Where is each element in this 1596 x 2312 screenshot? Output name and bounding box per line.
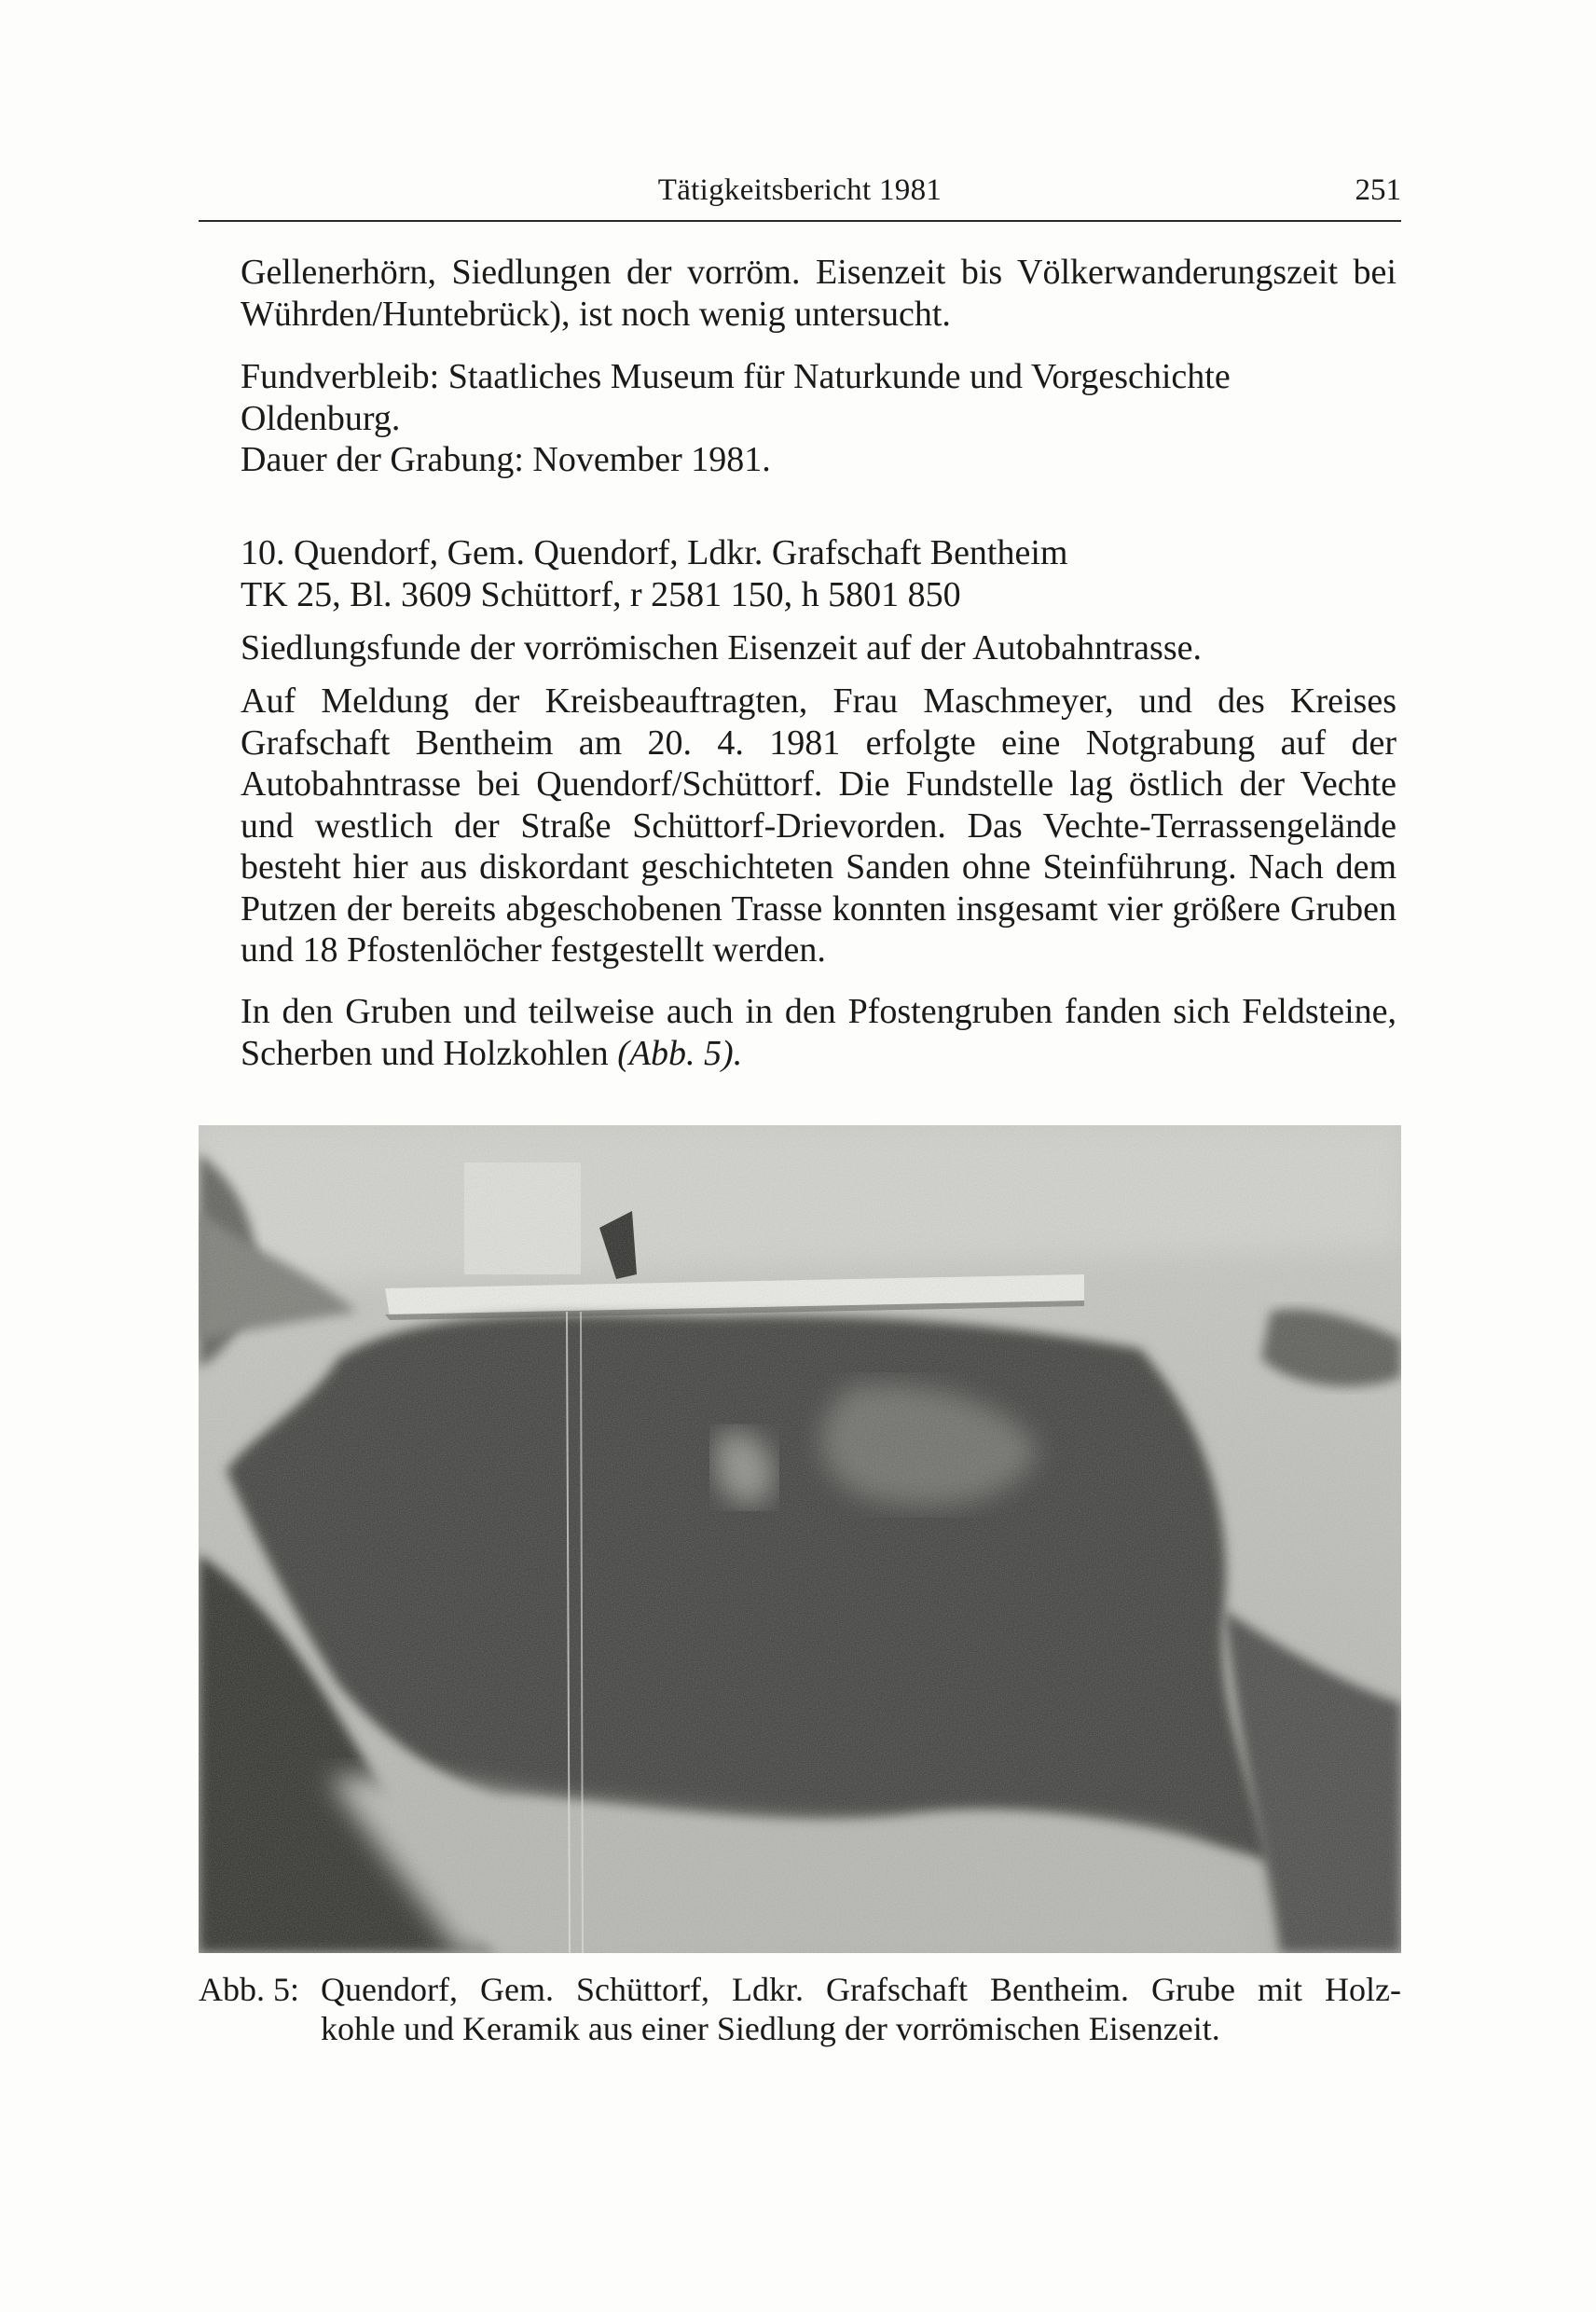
site-heading-coordinates: TK 25, Bl. 3609 Schüttorf, r 2581 150, h 5801 850 bbox=[241, 574, 961, 614]
paragraph-gruben-text: In den Gruben und teilweise auch in den Pfostengruben fanden sich Feldsteine, Scherben und Holzkohlen bbox=[241, 992, 1396, 1073]
figure-caption-label: Abb. 5: bbox=[199, 1971, 299, 2008]
site-heading bbox=[241, 532, 1396, 615]
paragraph-meldung: Auf Meldung der Kreisbeauftragten, Frau Maschmeyer, und des Kreises Grafschaft Bentheim am 20. 4. 1981 erfolgte eine Notgrabung auf der Autobahntrasse bei Quendorf/Schüttorf. Die Fundstelle lag östlich der Vechte und westlich der Straße Schüttorf-Drievorden. Das Vechte-Terrassengelände besteht hier aus diskordant geschichteten Sanden ohne Steinführung. Nach dem Putzen der bereits abgeschobenen Trasse konnten insgesamt vier größere Gruben und 18 Pfostenlöcher festgestellt werden. bbox=[241, 681, 1396, 970]
running-title: Tätigkeitsbericht 1981 bbox=[657, 173, 942, 207]
excavation-photo-image bbox=[199, 1125, 1401, 1953]
figure-caption-line-1: Quendorf, Gem. Schüttorf, Ldkr. Grafschaft Bentheim. Grube mit Holz- bbox=[321, 1971, 1401, 2008]
site-heading-title: 10. Quendorf, Gem. Quendorf, Ldkr. Grafschaft Bentheim bbox=[241, 533, 1068, 572]
figure-caption-line-2: kohle und Keramik aus einer Siedlung der vorrömischen Eisenzeit. bbox=[321, 2010, 1220, 2047]
paragraph-gruben bbox=[241, 991, 1396, 1074]
figure-caption-text bbox=[321, 1970, 1401, 2048]
paragraph-siedlungsfunde: Siedlungsfunde der vorrömischen Eisenzeit auf der Autobahntrasse. bbox=[241, 628, 1202, 667]
running-header bbox=[199, 166, 1401, 222]
paragraph-fundverbleib: Fundverbleib: Staatliches Museum für Naturkunde und Vorgeschichte Oldenburg. bbox=[241, 357, 1231, 438]
paragraph-dauer: Dauer der Grabung: November 1981. bbox=[241, 440, 771, 479]
paragraph-gellenerhoern: Gellenerhörn, Siedlungen der vorröm. Eisenzeit bis Völkerwanderungszeit bei Wührden/Huntebrück), ist noch wenig untersucht. bbox=[241, 253, 1396, 334]
figure-reference: (Abb. 5). bbox=[617, 1033, 743, 1073]
page-number: 251 bbox=[1355, 173, 1401, 207]
excavation-photo bbox=[199, 1125, 1401, 1953]
